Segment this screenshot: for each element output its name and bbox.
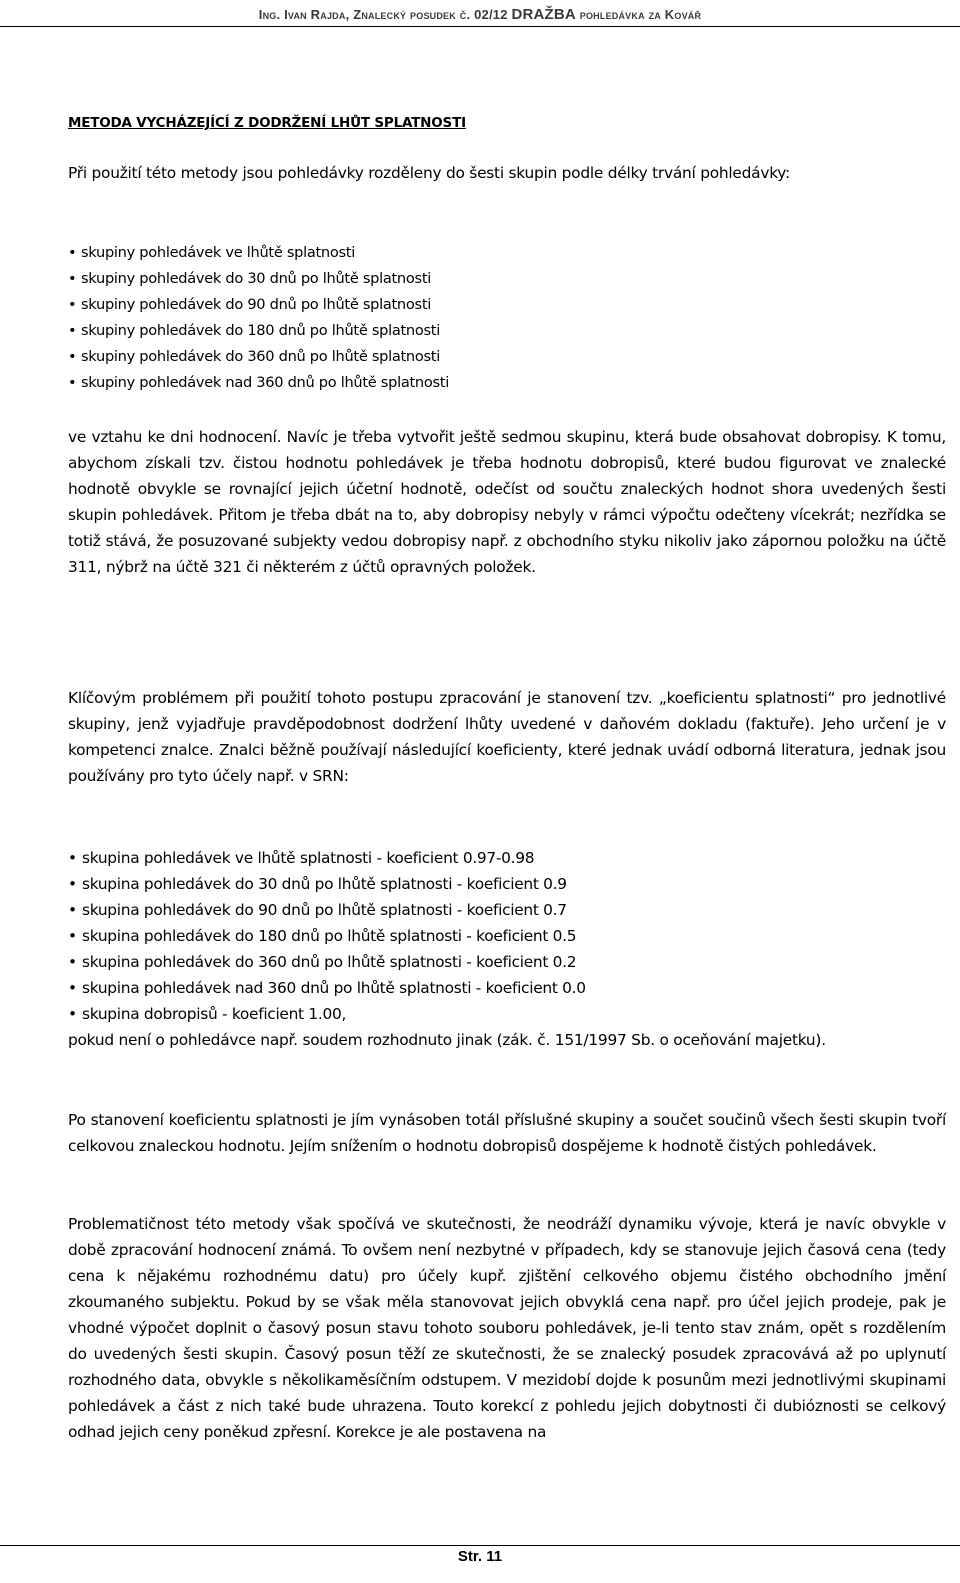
intro-block — [68, 160, 946, 186]
groups-list — [68, 240, 946, 396]
list-item: • skupina pohledávek do 90 dnů po lhůtě splatnosti - koeficient 0.7 — [68, 897, 946, 923]
coefficients-block — [68, 845, 946, 1027]
paragraph1-block — [68, 424, 946, 580]
list-item: • skupiny pohledávek do 90 dnů po lhůtě splatnosti — [68, 292, 946, 318]
header-divider — [0, 26, 960, 27]
page-number: Str. 11 — [457, 1548, 503, 1565]
paragraph-coefficient: Klíčovým problémem při použití tohoto postupu zpracování je stanovení tzv. „koeficientu splatnosti“ pro jednotlivé skupiny, jenž vyjadřuje pravděpodobnost dodržení lhůty uvedené v daňovém dokladu (faktuře). Jeho určení je v kompetenci znalce. Znalci běžně používají následující koeficienty, které jednak uvádí odborná literatura, jednak jsou používány pro tyto účely např. v SRN: — [68, 689, 946, 785]
list-item: • skupina pohledávek do 30 dnů po lhůtě splatnosti - koeficient 0.9 — [68, 871, 946, 897]
paragraph-calculation: Po stanovení koeficientu splatnosti je jím vynásoben totál příslušné skupiny a součet součinů všech šesti skupin tvoří celkovou znaleckou hodnotu. Jejím snížením o hodnotu dobropisů dospějeme k hodnotě čistých pohledávek. — [68, 1111, 946, 1155]
paragraph-method-limits: Problematičnost této metody však spočívá ve skutečnosti, že neodráží dynamiku vývoje, která je navíc obvykle v době zpracování hodnocení známá. To ovšem není nezbytné v případech, kdy se stanovuje jejich časová cena (tedy cena k nějakému rozhodnému datu) pro účely kupř. zjištění celkového objemu čistého obchodního jmění zkoumaného subjektu. Pokud by se však měla stanovovat jejich obvyklá cena např. pro účel jejich prodeje, pak je vhodné výpočet doplnit o časový posun stavu tohoto souboru pohledávek, je-li tento stav znám, opět s rozdělením do uvedených šesti skupin. Časový posun těží ze skutečnosti, že se znalecký posudek zpracovává až po uplynutí rozhodného data, obvykle s několikaměsíčním odstupem. V mezidobí dojde k posunům mezi jednotlivými skupinami pohledávek a část z nich také bude uhrazena. Touto korekcí z pohledu jejich dobytnosti či dubióznosti se celkový odhad jejich ceny poněkud zpřesní. Korekce je ale postavena na — [68, 1215, 946, 1441]
paragraph-receivables-groups: ve vztahu ke dni hodnocení. Navíc je třeba vytvořit ještě sedmou skupinu, která bude obsahovat dobropisy. K tomu, abychom získali tzv. čistou hodnotu pohledávek je třeba hodnotu dobropisů, které budou figurovat ve znalecké hodnotě obvykle se rovnající jejich účetní hodnotě, odečíst od součtu znaleckých hodnot shora uvedených šesti skupin pohledávek. Přitom je třeba dbát na to, aby dobropisy nebyly v rámci výpočtu odečteny vícekrát; nezřídka se totiž stává, že posuzované subjekty vedou dobropisy např. z obchodního styku nikoliv jako zápornou položku na účtě 311, nýbrž na účtě 321 či některém z účtů opravných položek. — [68, 428, 946, 576]
section-heading: METODA VYCHÁZEJÍCÍ Z DODRŽENÍ LHŮT SPLATNOSTI — [68, 115, 466, 131]
header-topic: DRAŽBA — [511, 6, 576, 23]
list-item: • skupina dobropisů - koeficient 1.00, — [68, 1001, 946, 1027]
list-item: • skupiny pohledávek ve lhůtě splatnosti — [68, 240, 946, 266]
page-header — [0, 6, 960, 23]
list-item: • skupiny pohledávek nad 360 dnů po lhůtě splatnosti — [68, 370, 946, 396]
list-item: • skupina pohledávek do 180 dnů po lhůtě splatnosti - koeficient 0.5 — [68, 923, 946, 949]
intro-paragraph: Při použití této metody jsou pohledávky rozděleny do šesti skupin podle délky trvání pohledávky: — [68, 164, 790, 182]
paragraph4-block — [68, 1107, 946, 1159]
paragraph2-block — [68, 685, 946, 789]
header-subject: pohledávka za Kovář — [575, 7, 702, 22]
list-item: • skupiny pohledávek do 360 dnů po lhůtě splatnosti — [68, 344, 946, 370]
list-item: • skupina pohledávek do 360 dnů po lhůtě splatnosti - koeficient 0.2 — [68, 949, 946, 975]
list-item: • skupina pohledávek ve lhůtě splatnosti - koeficient 0.97-0.98 — [68, 845, 946, 871]
paragraph3-block — [68, 1027, 946, 1053]
groups-block — [68, 240, 946, 396]
header-author: Ing. Ivan Rajda, Znalecký posudek č. 02/12 — [258, 7, 512, 22]
list-item: • skupina pohledávek nad 360 dnů po lhůtě splatnosti - koeficient 0.0 — [68, 975, 946, 1001]
footer-divider — [0, 1545, 960, 1546]
paragraph-legal-note: pokud není o pohledávce např. soudem rozhodnuto jinak (zák. č. 151/1997 Sb. o oceňování majetku). — [68, 1031, 826, 1049]
paragraph5-block — [68, 1211, 946, 1445]
list-item: • skupiny pohledávek do 30 dnů po lhůtě splatnosti — [68, 266, 946, 292]
coefficients-list — [68, 845, 946, 1027]
list-item: • skupiny pohledávek do 180 dnů po lhůtě splatnosti — [68, 318, 946, 344]
